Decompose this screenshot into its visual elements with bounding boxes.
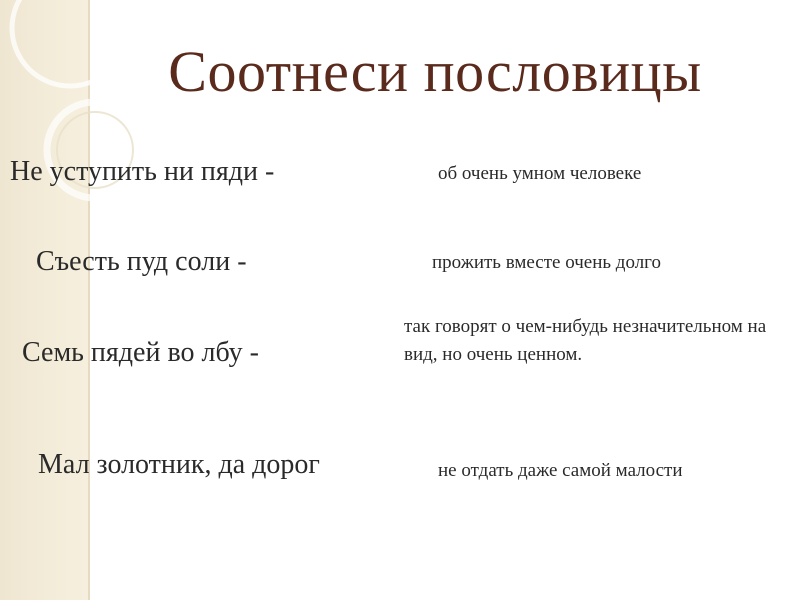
proverb-3: Семь пядей во лбу - (22, 337, 259, 368)
meaning-4: не отдать даже самой малости (438, 460, 683, 481)
meaning-3: так говорят о чем-нибудь незначительном на вид, но очень ценном. (404, 316, 767, 365)
proverb-1: Не уступить ни пяди - (10, 156, 275, 187)
meaning-1: об очень умном человеке (438, 163, 642, 184)
proverb-4: Мал золотник, да дорог (38, 449, 320, 480)
meaning-2: прожить вместе очень долго (432, 252, 662, 273)
slide-title: Соотнеси пословицы (168, 39, 702, 104)
proverb-2: Съесть пуд соли - (36, 246, 247, 277)
